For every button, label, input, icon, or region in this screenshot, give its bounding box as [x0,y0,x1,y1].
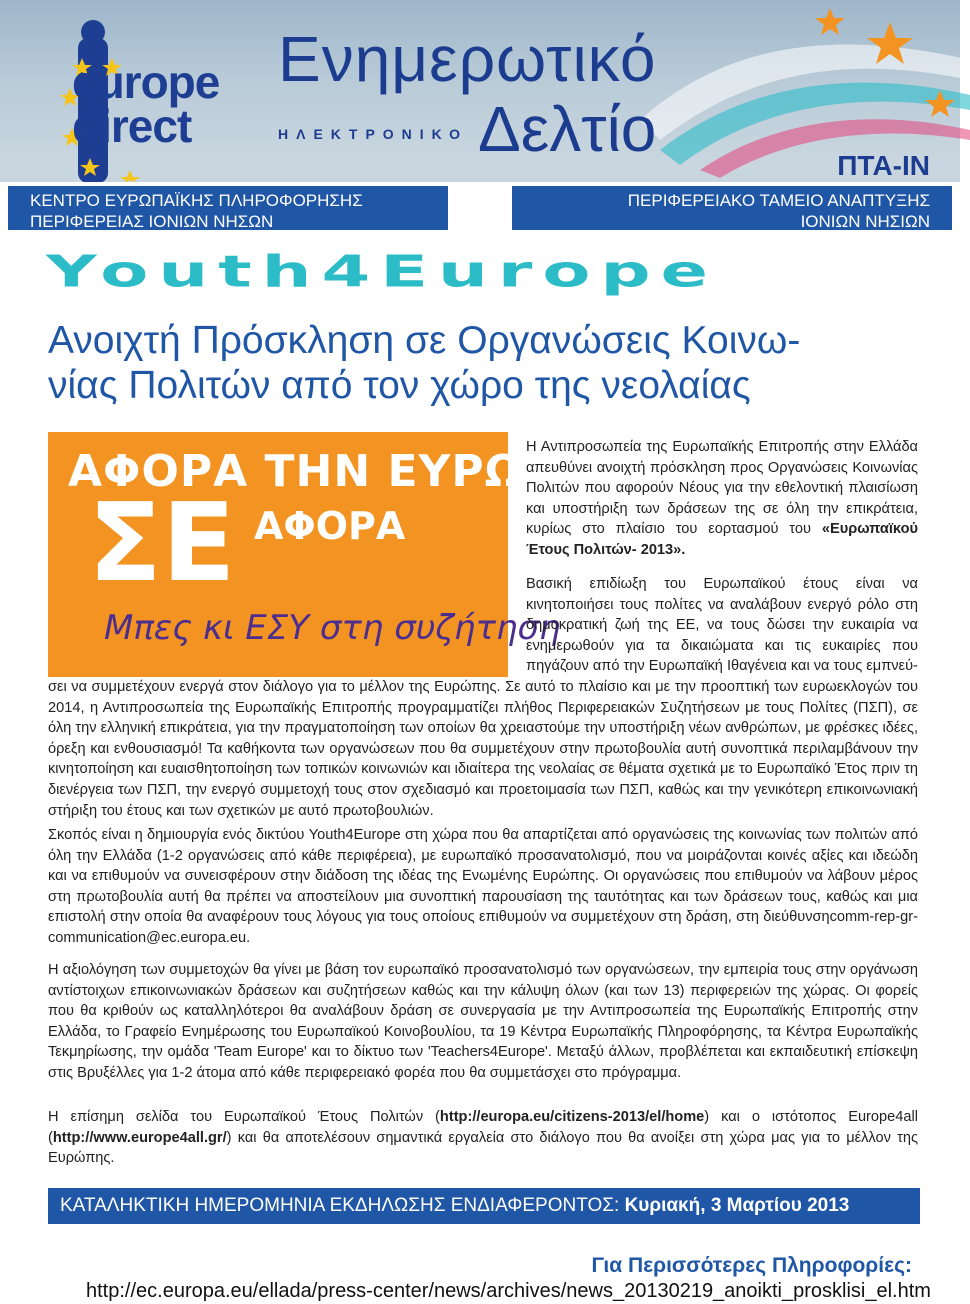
newsletter-title: Ενημερωτικό [278,23,657,95]
electronic-label: ΗΛΕΚΤΡΟΝΙΚΟ [278,126,469,142]
campaign-image [48,432,599,677]
deadline-label: ΚΑΤΑΛΗΚΤΙΚΗ ΗΜΕΡΟΜΗΝΙΑ ΕΚΔΗΛΩΣΗΣ ΕΝΔΙΑΦΕΡΟΝΤΟΣ: [60,1195,620,1216]
campaign-slogan: Μπες κι ΕΣΥ στη συζήτηση [104,608,561,648]
right-org-line1: ΠΕΡΙΦΕΡΕΙΑΚΟ ΤΑΜΕΙΟ ΑΝΑΠΤΥΞΗΣ [627,191,930,210]
deadline-bar [48,1188,920,1224]
intro-paragraph [526,437,918,561]
intro-text: Η Αντιπροσωπεία της Ευρωπαϊκής Επιτροπής στην Ελλάδα απευθύνει ανοιχτή πρόσκληση προς Οργανώσεις Κοινωνίας Πολιτών που αφορούν Νέους για την εθελοντική πλαισίωση και υποστήριξη των δράσεων της σε όλη την επικράτεια, κυρίως στο πλαίσιο του εορτασμού του [526,439,918,538]
citizens-year-link[interactable]: http://europa.eu/citizens-2013/el/home [439,1109,705,1125]
body-paragraph-evaluation: Η αξιολόγηση των συμμετοχών θα γίνει με βάση τον ευρωπαϊκό προσανατολισμό των οργανώσεων, την εμπειρία τους στην οργάνωση αντίστοιχων επικοινωνιακών δράσεων και συζητήσεων καθώς και την κάλυψη όλων (και των 13) περιφερειών της χώρας. Οι φορείς που θα κριθούν ως καταλληλότεροι θα αναλάβουν δράση σε συνεργασία με την Αντιπροσωπεία της Ευρωπαϊκής Επιτροπής στην Ελλάδα, το Γραφείο Ενημέρωσης του Ευρωπαϊκού Κοινοβουλίου, τα 19 Κέντρα Ευρωπαϊκής Πληροφόρησης, τα Κέντρα Ευρωπαϊκής Τεκμηρίωσης, την ομάδα 'Team Europe' και το δίκτυο των 'Teachers4Europe'. Μεταξύ άλλων, προβλέπεται και εκπαιδευτική επίσκεψη στις Βρυξέλλες για 1-2 άτομα από κάθε περιφερειακό φορέα που θα συμμετάσχει στο πρόγραμμα. [48,962,918,1081]
body-paragraph-links [48,1107,918,1169]
header-band [0,182,960,232]
deadline-date: Κυριακή, 3 Μαρτίου 2013 [624,1195,850,1216]
links-text-b: ) και ο ιστότοπος Europe4all ( [48,1109,918,1146]
more-info-title: Για Περισσότερες Πληροφορίες: [591,1254,912,1277]
right-org-line2: ΙΟΝΙΩΝ ΝΗΣΙΩΝ [800,212,930,231]
newsletter-subtitle: Δελτίο [478,93,657,165]
headline-line2: νίας Πολιτών από τον χώρο της νεολαίας [48,364,751,407]
left-org-line2: ΠΕΡΙΦΕΡΕΙΑΣ ΙΟΝΙΩΝ ΝΗΣΩΝ [30,212,274,231]
goal-paragraph: Βασική επιδίωξη του Ευρωπαϊκού έτους είναι να κινητοποιήσει τους πολίτες να αναλάβουν ενεργό ρόλο στη δημοκρατική ζωή της ΕΕ, να τους δώσει την ευκαιρία να ενημερωθούν για τα δικαιώματα και τις ευκαιρίες που πηγάζουν από την Ευρωπαϊκή Ιθαγένεια και να τους εμπνεύ- [526,576,918,675]
ptain-badge: ΠΤΑ-ΙΝ [837,150,930,181]
europe4all-link[interactable]: http://www.europe4all.gr/ [52,1129,227,1146]
article-kicker: Youth4Europe [46,246,719,298]
article-headline [48,318,928,408]
campaign-line1: ΑΦΟΡΑ ΤΗΝ ΕΥΡΩΠΗ [68,446,599,497]
intro-year-title: «Ευρωπαϊκού Έτους Πολιτών- 2013». [526,521,918,558]
newsletter-header [0,0,960,232]
more-info-link[interactable]: http://ec.europa.eu/ellada/press-center/news/archives/news_20130219_anoikti_prosklisi_el.htm [86,1280,931,1302]
left-organisation-box [8,186,448,230]
body-paragraph-continuation: σει να συμμετέχουν ενεργά στον διάλογο για το μέλλον της Ευρώπης. Σε αυτό το πλαίσιο και με την προοπτική των ευρωεκλογών του 2014, η Αντιπροσωπεία της Ευρωπαϊκής Επιτροπής προγραμματίζει πλήθος Περιφερειακών Συζητήσεων με τους Πολίτες (ΠΣΠ), σε όλη την ελληνική επικράτεια, για την πραγματοποίηση των οποίων θα χρειαστούμε την υποστήριξη νέων ανθρώπων, με φρέσκες ιδέες, όρεξη και ενθουσιασμό! Τα καθήκοντα των οργανώσεων που θα συμμετέχουν στην πρωτοβουλία αυτή συνοπτικά περιλαμβάνουν την κινητοποίηση και ευαισθητοποίηση των τοπικών κοινωνιών και ιδιαίτερα της νεολαίας σε θέματα σχετικά με το Ευρωπαϊκό Έτος πριν τη διενέργεια των ΠΣΠ, την ενεργό συμμετοχή τους στον σχεδιασμό και προετοιμασία των ΠΣΠ, καθώς και την γενικότερη επικοινωνιακή στήριξη του έτους και των σχετικών με αυτό πρωτοβουλιών. [48,679,918,819]
campaign-big-text: ΣΕ [88,481,236,606]
headline-line1: Ανοιχτή Πρόσκληση σε Οργανώσεις Κοινω- [48,319,801,362]
links-text-c: ) και θα αποτελέσουν σημαντικά εργαλεία στο διάλογο που θα ανοίξει στη χώρα μας για το μέλλον της Ευρώπης. [48,1129,918,1167]
left-org-line1: ΚΕΝΤΡΟ ΕΥΡΩΠΑΪΚΗΣ ΠΛΗΡΟΦΟΡΗΣΗΣ [30,191,363,210]
body-paragraph-network: Σκοπός είναι η δημιουργία ενός δικτύου Youth4Europe στη χώρα που θα απαρτίζεται από οργανώσεις της κοινωνίας των πολιτών από όλη την Ελλάδα (1-2 οργανώσεις από κάθε περιφέρεια), με ευρωπαϊκό προσανατολισμό, που να μοιράζονται κοινές αξίες και ιδεώδη και να επιθυμούν να συνεισφέρουν στην διάδοση της ιδέας της Ενωμένης Ευρώπης. Οι οργανώσεις που επιθυμούν να λάβουν μέρος στη πρωτοβουλία αυτή θα πρέπει να αποστείλουν μια συνοπτική παρουσίαση της ταυτότητας και των δράσεων τους, καθώς και μια επιστολή στην οποία θα αναφέρουν τους λόγους για τους οποίους επιθυμούν να συμμετέχουν στη δράση, στη διεύθυνσηcomm-rep-gr-communication@ec.europa.eu. [48,827,918,946]
campaign-line2: ΑΦΟΡΑ [254,504,406,548]
links-text-a: Η επίσημη σελίδα του Ευρωπαϊκού Έτους Πολιτών ( [48,1109,440,1125]
right-organisation-box [512,186,952,230]
logo-line-europe: europe [72,56,220,108]
logo-wordmark [72,56,220,152]
logo-line-direct: direct [72,100,192,152]
